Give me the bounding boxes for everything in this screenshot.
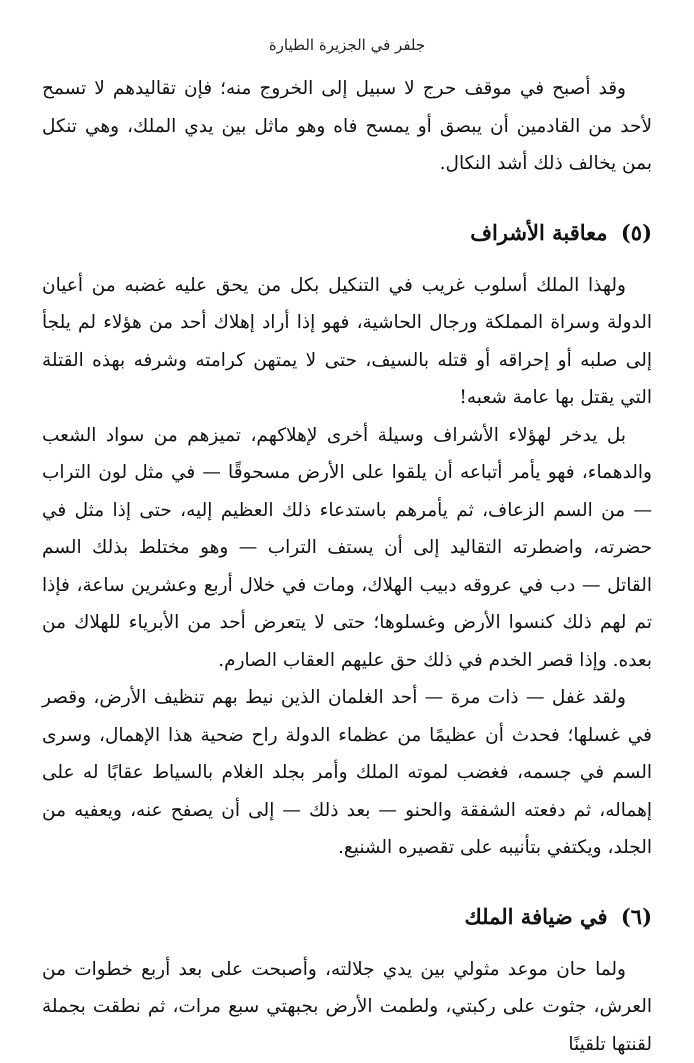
section-5-number: (٥) [621,220,652,245]
running-header: جلفر في الجزيرة الطيارة [42,34,652,56]
intro-paragraph: وقد أصبح في موقف حرج لا سبيل إلى الخروج منه؛ فإن تقاليدهم لا تسمح لأحد من القادمين أن يبصق أو يمسح فاه وهو ماثل بين يدي الملك، وهي تنكل بمن يخالف ذلك أشد النكال. [42,70,652,183]
section-5-paragraph-3: ولقد غفل — ذات مرة — أحد الغلمان الذين نيط بهم تنظيف الأرض، وقصر في غسلها؛ فحدث أن عظيمًا من عظماء الدولة راح ضحية هذا الإهمال، وسرى السم في جسمه، فغضب لموته الملك وأمر بجلد الغلام بالسياط عقابًا له على إهماله، ثم دفعته الشفقة والحنو — بعد ذلك — إلى أن يصفح عنه، ويعفيه من الجلد، ويكتفي بتأنيبه على تقصيره الشنيع. [42,679,652,867]
section-6-paragraph-1: ولما حان موعد مثولي بين يدي جلالته، وأصبحت على بعد أربع خطوات من العرش، جثوت على ركبتي، ولطمت الأرض بجبهتي سبع مرات، ثم نطقت بجملة لقنتها تلقينًا [42,951,652,1063]
section-5-title: معاقبة الأشراف [470,220,607,245]
section-5-paragraph-1: ولهذا الملك أسلوب غريب في التنكيل بكل من يحق عليه غضبه من أعيان الدولة وسراة المملكة ورجال الحاشية، فهو إذا أراد إهلاك أحد من هؤلاء لم يلجأ إلى صلبه أو إحراقه أو قتله بالسيف، حتى لا يمتهن كرامته وشرفه بهذه القتلة التي يقتل بها عامة شعبه! [42,267,652,417]
section-5-paragraph-2: بل يدخر لهؤلاء الأشراف وسيلة أخرى لإهلاكهم، تميزهم من سواد الشعب والدهماء، فهو يأمر أتباعه أن يلقوا على الأرض مسحوقًا — في مثل لون التراب — من السم الزعاف، ثم يأمرهم باستدعاء ذلك العظيم إليه، حتى إذا مثل في حضرته، واضطرته التقاليد إلى أن يستف التراب — وهو مختلط بذلك السم القاتل — دب في عروقه دبيب الهلاك، ومات في خلال أربع وعشرين ساعة، فإذا تم لهم ذلك كنسوا الأرض وغسلوها؛ حتى لا يتعرض أحد من الأبرياء للهلاك من بعده. وإذا قصر الخدم في ذلك حق عليهم العقاب الصارم. [42,417,652,680]
section-6-title: في ضيافة الملك [464,904,607,929]
section-6-number: (٦) [621,904,652,929]
section-6-heading [42,897,652,937]
section-5-heading [42,213,652,253]
